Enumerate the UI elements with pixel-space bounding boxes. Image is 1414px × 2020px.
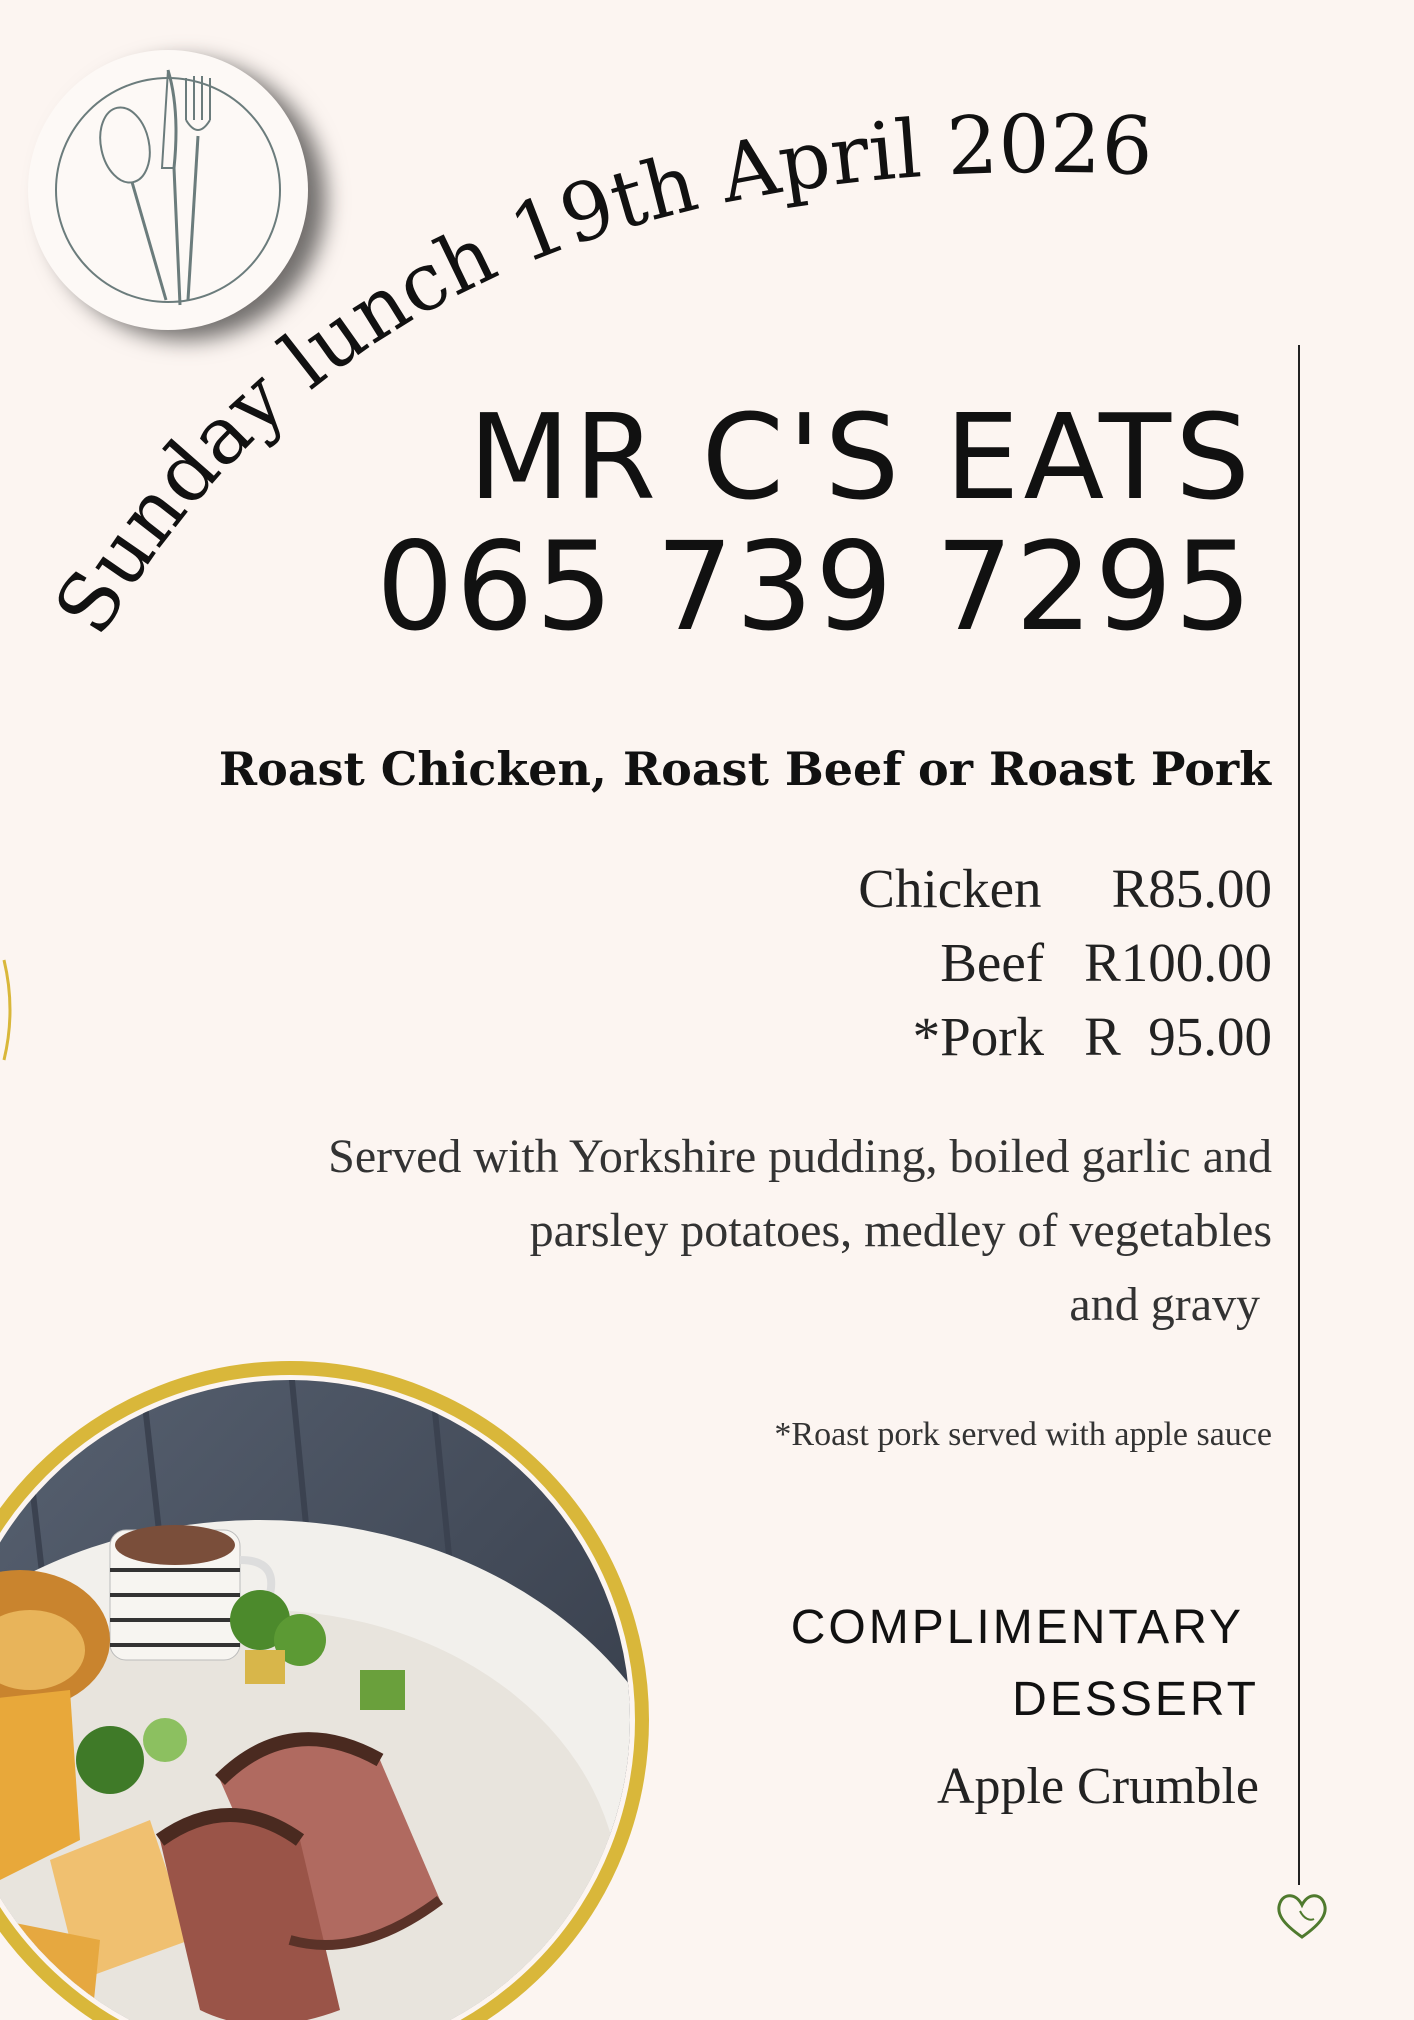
gold-accent [0,950,20,1070]
dessert-line-1: COMPLIMENTARY [790,1601,1244,1654]
phone-number: 065 739 7295 [376,516,1254,658]
description-line: and gravy [1069,1278,1260,1331]
dessert-line-2: DESSERT [1012,1673,1259,1726]
price-item: Beef [940,932,1045,993]
dessert-item: Apple Crumble [936,1758,1259,1815]
menu-description [172,1120,1272,1342]
price-row-pork [858,1000,1272,1074]
price-row-beef [858,926,1272,1000]
price-value: R85.00 [1111,858,1272,919]
pork-note: *Roast pork served with apple sauce [774,1416,1272,1453]
description-line: Served with Yorkshire pudding, boiled garlic and [328,1130,1272,1183]
price-value: R100.00 [1084,932,1272,993]
brand-block [376,388,1254,658]
price-row-chicken [858,852,1272,926]
divider-line [1298,345,1300,1885]
dessert-heading [791,1592,1259,1736]
food-photo [0,1320,680,2020]
price-item: Chicken [858,858,1042,919]
price-value: R 95.00 [1084,1006,1272,1067]
price-item: *Pork [912,1006,1045,1067]
menu-heading: Roast Chicken, Roast Beef or Roast Pork [218,742,1271,796]
description-line: parsley potatoes, medley of vegetables [529,1204,1272,1257]
brand-name: MR C'S EATS [468,388,1254,526]
curved-title-text: Sunday lunch 19th April 2026 [36,97,1155,650]
heart-icon [1272,1885,1332,1949]
price-list [858,852,1272,1074]
